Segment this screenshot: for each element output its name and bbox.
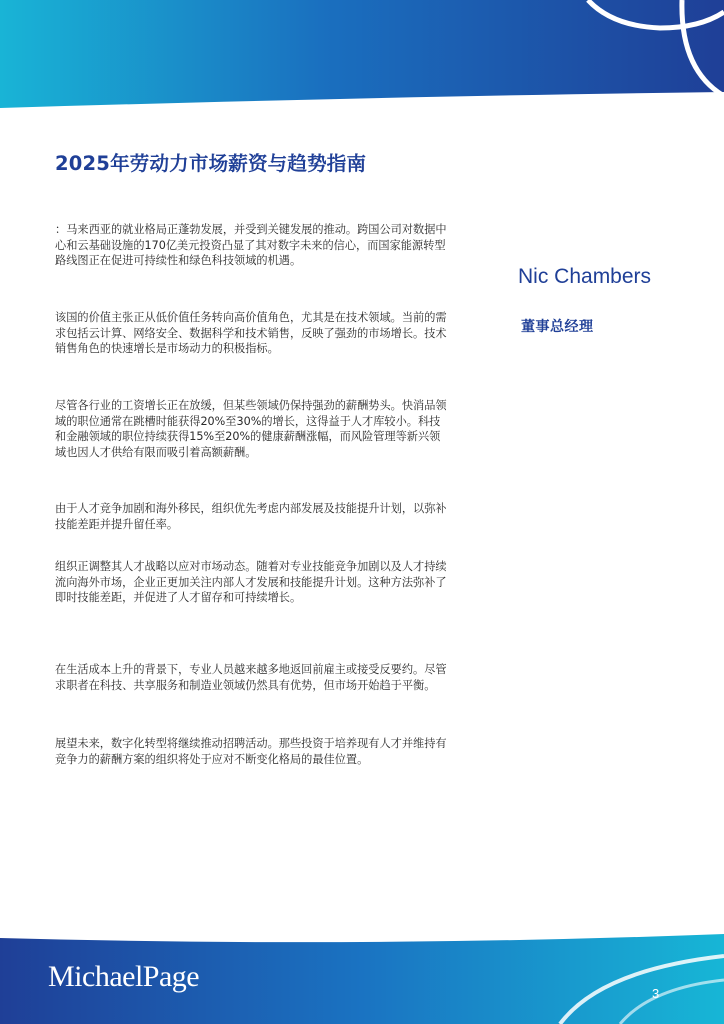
- page-number: 3: [652, 986, 660, 1001]
- body-paragraph: 展望未来，数字化转型将继续推动招聘活动。那些投资于培养现有人才并维持有竞争力的薪酬方案的组织将处于应对不断变化格局的最佳位置。: [55, 737, 447, 766]
- body-paragraph: 在生活成本上升的背景下，专业人员越来越多地返回前雇主或接受反要约。尽管求职者在科技、共享服务和制造业领域仍然具有优势，但市场开始趋于平衡。: [55, 663, 447, 692]
- author-name: Nic Chambers: [518, 265, 652, 288]
- body-paragraph: 该国的价值主张正从低价值任务转向高价值角色，尤其是在技术领域。当前的需求包括云计算、网络安全、数据科学和技术销售，反映了强劲的市场增长。技术销售角色的快速增长是市场动力的积极指标。: [55, 311, 447, 356]
- body-paragraph: ：马来西亚的就业格局正蓬勃发展，并受到关键发展的推动。跨国公司对数据中心和云基础设施的170亿美元投资凸显了其对数字未来的信心，而国家能源转型路线图正在促进可持续性和绿色科技领域的机遇。: [55, 223, 447, 268]
- author-role: 董事总经理: [521, 319, 594, 335]
- header-banner: [0, 0, 724, 120]
- page-title: 2025年劳动力市场薪资与趋势指南: [55, 152, 367, 175]
- body-paragraph: 尽管各行业的工资增长正在放缓，但某些领域仍保持强劲的薪酬势头。快消品领域的职位通常在跳槽时能获得20%至30%的增长，这得益于人才库较小。科技和金融领域的职位持续获得15%至20%的健康薪酬涨幅，而风险管理等新兴领域也因人才供给有限而吸引着高额薪酬。: [55, 399, 447, 459]
- michael-page-logo: MichaelPage: [48, 960, 200, 993]
- body-paragraph: 由于人才竞争加剧和海外移民，组织优先考虑内部发展及技能提升计划，以弥补技能差距并提升留任率。: [55, 502, 447, 531]
- body-paragraph: 组织正调整其人才战略以应对市场动态。随着对专业技能竞争加剧以及人才持续流向海外市场，企业正更加关注内部人才发展和技能提升计划。这种方法弥补了即时技能差距，并促进了人才留存和可持续增长。: [55, 560, 447, 605]
